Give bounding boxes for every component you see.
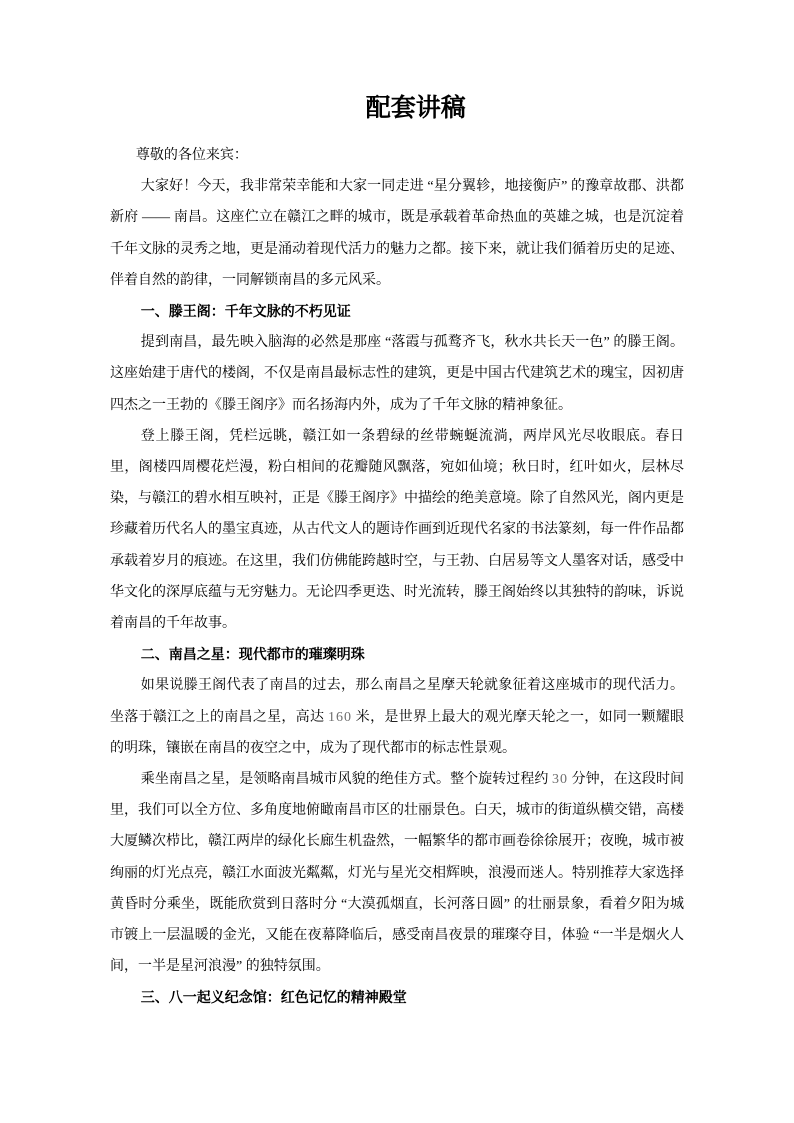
paragraph-star-ride: 乘坐南昌之星，是领略南昌城市风貌的绝佳方式。整个旋转过程约 30 分钟，在这段时间里，我们可以全方位、多角度地俯瞰南昌市区的壮丽景色。白天，城市的街道纵横交错，高楼大厦鳞次栉比，赣江两岸的绿化长廊生机盎然，一幅繁华的都市画卷徐徐展开；夜晚，城市被绚丽的灯光点亮，赣江水面波光粼粼，灯光与星光交相辉映，浪漫而迷人。特别推荐大家选择黄昏时分乘坐，既能欣赏到日落时分 “大漠孤烟直，长河落日圆” 的壮丽景象，看着夕阳为城市镀上一层温暖的金光，又能在夜幕降临后，感受南昌夜景的璀璨夺目，体验 “一半是烟火人间，一半是星河浪漫” 的独特氛围。 <box>110 772 685 975</box>
section-heading-tengwang-pavilion: 一、滕王阁：千年文脉的不朽见证 <box>140 303 351 320</box>
paragraph-star-overview: 如果说滕王阁代表了南昌的过去，那么南昌之星摩天轮就象征着这座城市的现代活力。坐落于赣江之上的南昌之星，高达 160 米，是世界上最大的观光摩天轮之一，如同一颗耀眼的明珠，镶嵌在南昌的夜空之中，成为了现代都市的标志性景观。 <box>110 678 685 756</box>
paragraph-introduction: 大家好！今天，我非常荣幸能和大家一同走进 “星分翼轸，地接衡庐” 的豫章故郡、洪都新府 —— 南昌。这座伫立在赣江之畔的城市，既是承载着革命热血的英雄之城，也是沉淀着千年文脉的灵秀之地，更是涌动着现代活力的魅力之都。接下来，就让我们循着历史的足迹、伴着自然的韵律，一同解锁南昌的多元风采。 <box>110 179 684 288</box>
paragraph-tengwang-history: 提到南昌，最先映入脑海的必然是那座 “落霞与孤鹜齐飞，秋水共长天一色” 的滕王阁。这座始建于唐代的楼阁，不仅是南昌最标志性的建筑，更是中国古代建筑艺术的瑰宝，因初唐四杰之一王勃的《滕王阁序》而名扬海内外，成为了千年文脉的精神象征。 <box>110 335 684 413</box>
section-heading-nanchang-star: 二、南昌之星：现代都市的璀璨明珠 <box>140 646 365 663</box>
section-heading-bayi-memorial: 三、八一起义纪念馆：红色记忆的精神殿堂 <box>140 989 407 1006</box>
document-title: 配套讲稿 <box>365 94 466 122</box>
paragraph-tengwang-scenery: 登上滕王阁，凭栏远眺，赣江如一条碧绿的丝带蜿蜒流淌，两岸风光尽收眼底。春日里，阁楼四周樱花烂漫，粉白相间的花瓣随风飘落，宛如仙境；秋日时，红叶如火，层林尽染，与赣江的碧水相互映衬，正是《滕王阁序》中描绘的绝美意境。除了自然风光，阁内更是珍藏着历代名人的墨宝真迹，从古代文人的题诗作画到近现代名家的书法篆刻，每一件作品都承载着岁月的痕迹。在这里，我们仿佛能跨越时空，与王勃、白居易等文人墨客对话，感受中华文化的深厚底蕴与无穷魅力。无论四季更迭、时光流转，滕王阁始终以其独特的韵味，诉说着南昌的千年故事。 <box>110 428 684 632</box>
greeting-line: 尊敬的各位来宾： <box>135 148 248 163</box>
